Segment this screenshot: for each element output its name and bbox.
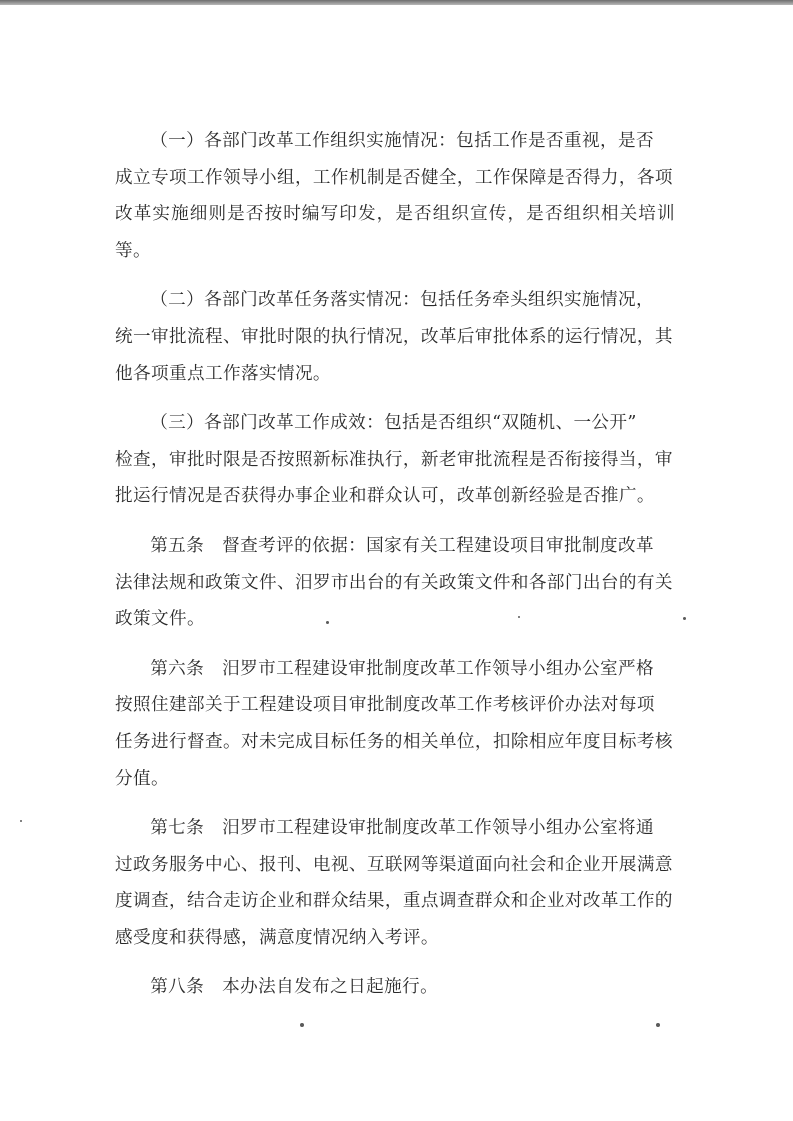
scan-speck (326, 621, 329, 624)
text-line: 批运行情况是否获得办事企业和群众认可，改革创新经验是否推广。 (115, 486, 655, 507)
text-line: 感受度和获得感，满意度情况纳入考评。 (115, 927, 439, 948)
text-line: 第六条 汨罗市工程建设审批制度改革工作领导小组办公室严格 (150, 658, 655, 679)
text-line: 法律法规和政策文件、汨罗市出台的有关政策文件和各部门出台的有关 (115, 572, 673, 593)
scan-speck (20, 820, 22, 822)
paragraph-item-2 (115, 282, 675, 392)
text-line: 政策文件。 (115, 609, 205, 630)
text-line: 度调查，结合走访企业和群众结果，重点调查群众和企业对改革工作的 (115, 891, 673, 912)
text-line: （三）各部门改革工作成效：包括是否组织“双随机、一公开” (150, 413, 637, 434)
paragraph-item-3 (115, 405, 675, 515)
article-7 (115, 810, 675, 956)
scan-speck (518, 616, 520, 618)
scan-top-edge (0, 0, 793, 5)
scan-speck (656, 1023, 660, 1027)
text-line: 按照住建部关于工程建设项目审批制度改革工作考核评价办法对每项 (115, 695, 655, 716)
scan-speck (683, 617, 686, 620)
text-line: （二）各部门改革任务落实情况：包括任务牵头组织实施情况， (150, 290, 655, 311)
text-line: 分值。 (115, 768, 169, 789)
article-5 (115, 528, 675, 638)
article-6 (115, 651, 675, 797)
text-line: 他各项重点工作落实情况。 (115, 363, 331, 384)
text-line: 检查，审批时限是否按照新标准执行，新老审批流程是否衔接得当，审 (115, 449, 673, 470)
document-body (115, 123, 675, 1019)
text-line: 第五条 督查考评的依据：国家有关工程建设项目审批制度改革 (150, 535, 655, 556)
text-line: 任务进行督查。对未完成目标任务的相关单位，扣除相应年度目标考核 (115, 731, 673, 752)
text-line: 第七条 汨罗市工程建设审批制度改革工作领导小组办公室将通 (150, 818, 655, 839)
article-8 (115, 969, 675, 1006)
text-line: 改革实施细则是否按时编写印发，是否组织宣传，是否组织相关培训等。 (115, 204, 675, 261)
text-line: 成立专项工作领导小组，工作机制是否健全，工作保障是否得力，各项 (115, 167, 673, 188)
scan-speck (300, 1023, 304, 1027)
text-line: 第八条 本办法自发布之日起施行。 (150, 977, 439, 998)
text-line: （一）各部门改革工作组织实施情况：包括工作是否重视，是否 (150, 131, 655, 151)
paragraph-item-1 (115, 123, 675, 269)
text-line: 统一审批流程、审批时限的执行情况，改革后审批体系的运行情况，其 (115, 326, 673, 347)
text-line: 过政务服务中心、报刊、电视、互联网等渠道面向社会和企业开展满意 (115, 854, 673, 875)
